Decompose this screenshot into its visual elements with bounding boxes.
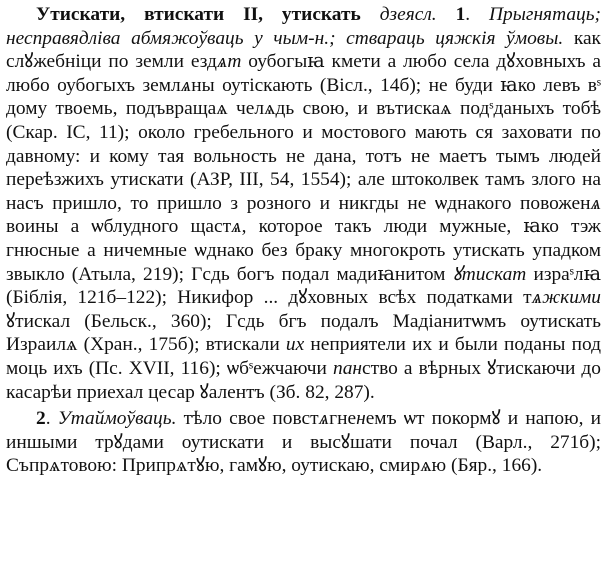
quote: тѣло свое повстѧгненемъ ѡт покормꙋ и напою, и иншыми трꙋдами оутискати и высꙋшати почал (Варл., 271б); — [6, 408, 601, 453]
entry-sense-2: 2. Утаймоўваць. тѣло свое повстѧгненемъ ѡт покормꙋ и напою, и иншыми трꙋдами оутискати и высꙋшати почал (Варл., 271б); Съпрѧтовою: Припрѧтꙋю, гамꙋю, оутискаю, смирѧю (Бяр., 166). — [6, 408, 601, 477]
entry-sense-1: Утискати, втискати II, утискать дзеясл. 1. Прыгнятаць; несправядліва абмяжоўваць у чым-н.; ствараць цяжкія ўмовы. как слꙋжебніци по земли ездѧт оубогыꙗ кмети а любо села дꙋховныхъ а любо оубогыхъ землѧны оутіскають (Вісл., 14б); не буди ꙗко левъ вˢ дому твоемь, подъвращаѧ челѧдь свою, и вътискаѧ подˢданыхъ тобѣ (Скар. IC, 11); около гребельного и мостового мають ся заховати по давному: и кому тая вольность не дана, тотъ не маетъ тымъ людей переѣзжихъ утискати (АЗР, III, 54, 1554); але штоколвек тамъ злого на насъ пришло, то пришло з розного и никгды не ѡднакого повоженѧ воины а ѡблудного щастѧ, которое такъ люди мужные, ꙗко тэж гнюсные а ничемные ѡднако без браку многокроть утискать упадком звыкло (Атыла, 219); Гсдь богъ подал мадиꙗнитом ꙋтискат израˢлꙗ (Біблія, 121б–122); Никифор ... дꙋховных всѣх податками тѧжкими ꙋтискал (Бельск., 360); Гсдь бгъ подалъ Мадіанитѡмъ оутискать Израилѧ (Хран., 175б); втискали их неприятели их и были поданы под моць ихъ (Пс. XVII, 116); ѡбˢежчаючи панство а вѣрных ꙋтискаючи до касарѣи приехал цесар ꙋалентъ (Зб. 82, 287). — [6, 4, 602, 403]
sense-gloss: Утаймоўваць. — [57, 408, 177, 430]
quote: как слꙋжебніци по земли ездѧт оубогыꙗ кмети а любо села дꙋховныхъ а любо оубогыхъ землѧны оутіскають (Вісл., 14б); — [6, 27, 601, 96]
quote: Съпрѧтовою: Припрѧтꙋю, гамꙋю, оутискаю, смирѧю (Бяр., 166). — [6, 455, 543, 477]
quote: Гсдь бгъ подалъ Мадіанитѡмъ оутискать Израилѧ (Хран., 175б); — [6, 310, 601, 356]
quote: ѡбˢежчаючи панство а вѣрных ꙋтискаючи до касарѣи приехал цесар ꙋалентъ (Зб. 82, 287). — [6, 357, 601, 403]
quote: Гсдь богъ подал мадиꙗнитом ꙋтискат израˢлꙗ (Біблія, 121б–122); — [6, 263, 602, 309]
quote: Никифор ... дꙋховных всѣх податками тѧжкими ꙋтискал (Бельск., 360); — [6, 287, 601, 332]
quote: втискали их неприятели их и были поданы под моць ихъ (Пс. XVII, 116); — [6, 334, 601, 379]
grammar-label: дзеясл. — [379, 4, 437, 25]
quote: не буди ꙗко левъ вˢ дому твоемь, подъвращаѧ челѧдь свою, и вътискаѧ подˢданыхъ тобѣ (Скар. IC, 11); — [6, 74, 601, 143]
quote: але штоколвек тамъ злого на насъ пришло, то пришло з розного и никгды не ѡднакого повоженѧ воины а ѡблудного щастѧ, которое такъ люди мужные, ꙗко тэж гнюсные а ничемные ѡднако без браку многокроть утискать упадком звыкло (Атыла, 219); — [6, 169, 601, 285]
headword: Утискати, втискати II, утискать — [36, 4, 361, 25]
quote: около гребельного и мостового мають ся заховати по давному: и кому тая вольность не дана, тотъ не маетъ тымъ людей переѣзжихъ утискати (АЗР, III, 54, 1554); — [6, 121, 602, 191]
sense-number: 2 — [36, 408, 46, 430]
sense-gloss: Прыгнятаць; несправядліва абмяжоўваць у чым-н.; ствараць цяжкія ўмовы. — [6, 4, 601, 49]
sense-number: 1 — [455, 4, 466, 25]
